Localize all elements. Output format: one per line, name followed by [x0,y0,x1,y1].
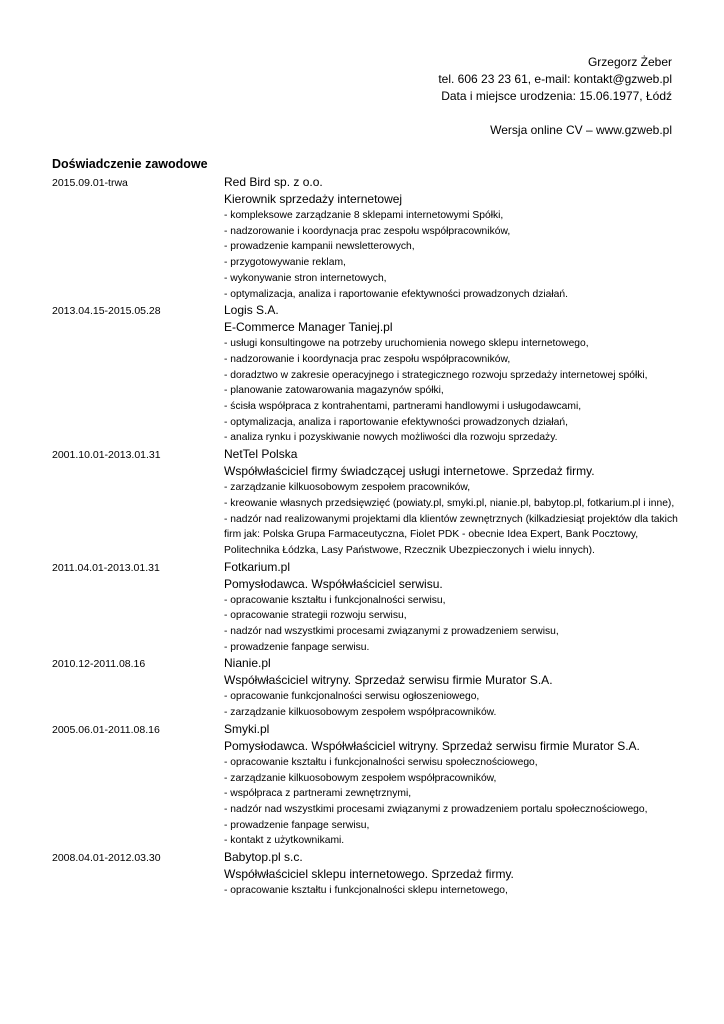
entry-date: 2001.10.01-2013.01.31 [52,449,161,462]
entry-company: NetTel Polska [224,447,298,462]
duty-item: - prowadzenie fanpage serwisu. [224,641,370,653]
duty-item: - opracowanie kształtu i funkcjonalności serwisu społecznościowego, [224,756,538,768]
entry-body [224,721,682,849]
entry-role: Współwłaściciel sklepu internetowego. Sprzedaż firmy. [224,867,514,882]
contact-line: tel. 606 23 23 61, e-mail: kontakt@gzweb.pl [438,72,672,86]
experience-entry [52,302,682,446]
experience-entry [52,446,682,559]
entry-company: Logis S.A. [224,303,279,318]
experience-entry [52,559,682,656]
entry-company: Red Bird sp. z o.o. [224,175,323,189]
experience-entry [52,849,682,899]
experience-list [52,174,682,899]
entry-duties [224,755,682,849]
entry-body [224,302,682,446]
duty-item: - zarządzanie kilkuosobowym zespołem pracowników, [224,482,471,494]
cv-header [438,54,672,139]
entry-duties [224,336,682,446]
duty-item: - ścisła współpraca z kontrahentami, partnerami handlowymi i usługodawcami, [224,401,582,413]
entry-date: 2005.06.01-2011.08.16 [52,723,160,736]
entry-duties [224,689,682,720]
duty-item: - optymalizacja, analiza i raportowanie efektywności prowadzonych działań. [224,288,568,300]
entry-duties [224,208,682,302]
entry-date: 2015.09.01-trwa [52,177,128,189]
entry-date: 2013.04.15-2015.05.28 [52,305,161,318]
entry-duties [224,883,682,899]
online-cv-line: Wersja online CV – www.gzweb.pl [490,123,672,137]
duty-item: - zarządzanie kilkuosobowym zespołem współpracowników, [224,772,497,784]
entry-date: 2008.04.01-2012.03.30 [52,852,161,865]
section-title: Doświadczenie zawodowe [52,157,208,171]
entry-company: Nianie.pl [224,656,271,671]
duty-item: - opracowanie funkcjonalności serwisu ogłoszeniowego, [224,691,480,703]
duty-item: - nadzorowanie i koordynacja prac zespołu współpracowników, [224,353,511,365]
entry-date: 2010.12-2011.08.16 [52,658,146,671]
entry-company: Fotkarium.pl [224,559,291,574]
entry-role: Współwłaściciel firmy świadczącej usługi internetowe. Sprzedaż firmy. [224,464,595,479]
duty-item: - analiza rynku i pozyskiwanie nowych możliwości dla rozwoju sprzedaży. [224,432,558,444]
entry-date: 2011.04.01-2013.01.31 [52,561,160,574]
duty-item: - optymalizacja, analiza i raportowanie efektywności prowadzonych działań, [224,416,568,428]
entry-body [224,174,682,302]
duty-item: - kontakt z użytkownikami. [224,835,345,847]
duty-item: - nadzór nad wszystkimi procesami związanymi z prowadzeniem serwisu, [224,626,559,638]
duty-item: - opracowanie kształtu i funkcjonalności sklepu internetowego, [224,885,508,897]
duty-item: - nadzorowanie i koordynacja prac zespołu współpracowników, [224,225,511,237]
entry-role: Współwłaściciel witryny. Sprzedaż serwisu firmie Murator S.A. [224,673,553,688]
duty-item: - zarządzanie kilkuosobowym zespołem współpracowników. [224,707,497,719]
duty-item: - prowadzenie kampanii newsletterowych, [224,241,415,253]
birth-line: Data i miejsce urodzenia: 15.06.1977, Łódź [441,89,672,103]
duty-item: - wykonywanie stron internetowych, [224,272,387,284]
entry-duties [224,480,682,559]
entry-body [224,559,682,656]
entry-role: E-Commerce Manager Taniej.pl [224,320,393,335]
duty-item: - kompleksowe zarządzanie 8 sklepami internetowymi Spółki, [224,210,504,221]
duty-item: - nadzór nad realizowanymi projektami dla klientów zewnętrznych (kilkadziesiąt projektów dla takich firm jak: Polska Grupa Farmaceutyczna, Fiolet PDK - obecnie Idea Expert, Bank Pocztowy, Politechnika Łódzka, Lasy Państwowe, Rzecznik Ubezpieczonych i wielu innych). [224,513,678,556]
duty-item: - prowadzenie fanpage serwisu, [224,819,370,831]
duty-item: - opracowanie strategii rozwoju serwisu, [224,610,407,622]
duty-item: - nadzór nad wszystkimi procesami związanymi z prowadzeniem portalu społecznościowego, [224,803,648,815]
entry-role: Pomysłodawca. Współwłaściciel serwisu. [224,576,443,591]
entry-role: Pomysłodawca. Współwłaściciel witryny. Sprzedaż serwisu firmie Murator S.A. [224,738,640,753]
entry-body [224,849,682,899]
entry-company: Babytop.pl s.c. [224,850,303,865]
entry-duties [224,593,682,656]
entry-role: Kierownik sprzedaży internetowej [224,192,403,206]
duty-item: - planowanie zatowarowania magazynów spółki, [224,385,444,397]
entry-body [224,655,682,720]
duty-item: - współpraca z partnerami zewnętrznymi, [224,788,412,800]
entry-company: Smyki.pl [224,721,270,736]
duty-item: - opracowanie kształtu i funkcjonalności serwisu, [224,594,446,606]
entry-body [224,446,682,559]
person-name: Grzegorz Żeber [587,55,672,69]
duty-item: - doradztwo w zakresie operacyjnego i strategicznego rozwoju sprzedaży internetowej spółki, [224,369,648,381]
experience-entry [52,174,682,302]
duty-item: - kreowanie własnych przedsięwzięć (powiaty.pl, smyki.pl, nianie.pl, babytop.pl, fotkarium.pl i inne), [224,497,675,509]
experience-entry [52,721,682,849]
duty-item: - przygotowywanie reklam, [224,257,346,269]
experience-entry [52,655,682,720]
duty-item: - usługi konsultingowe na potrzeby uruchomienia nowego sklepu internetowego, [224,338,589,350]
